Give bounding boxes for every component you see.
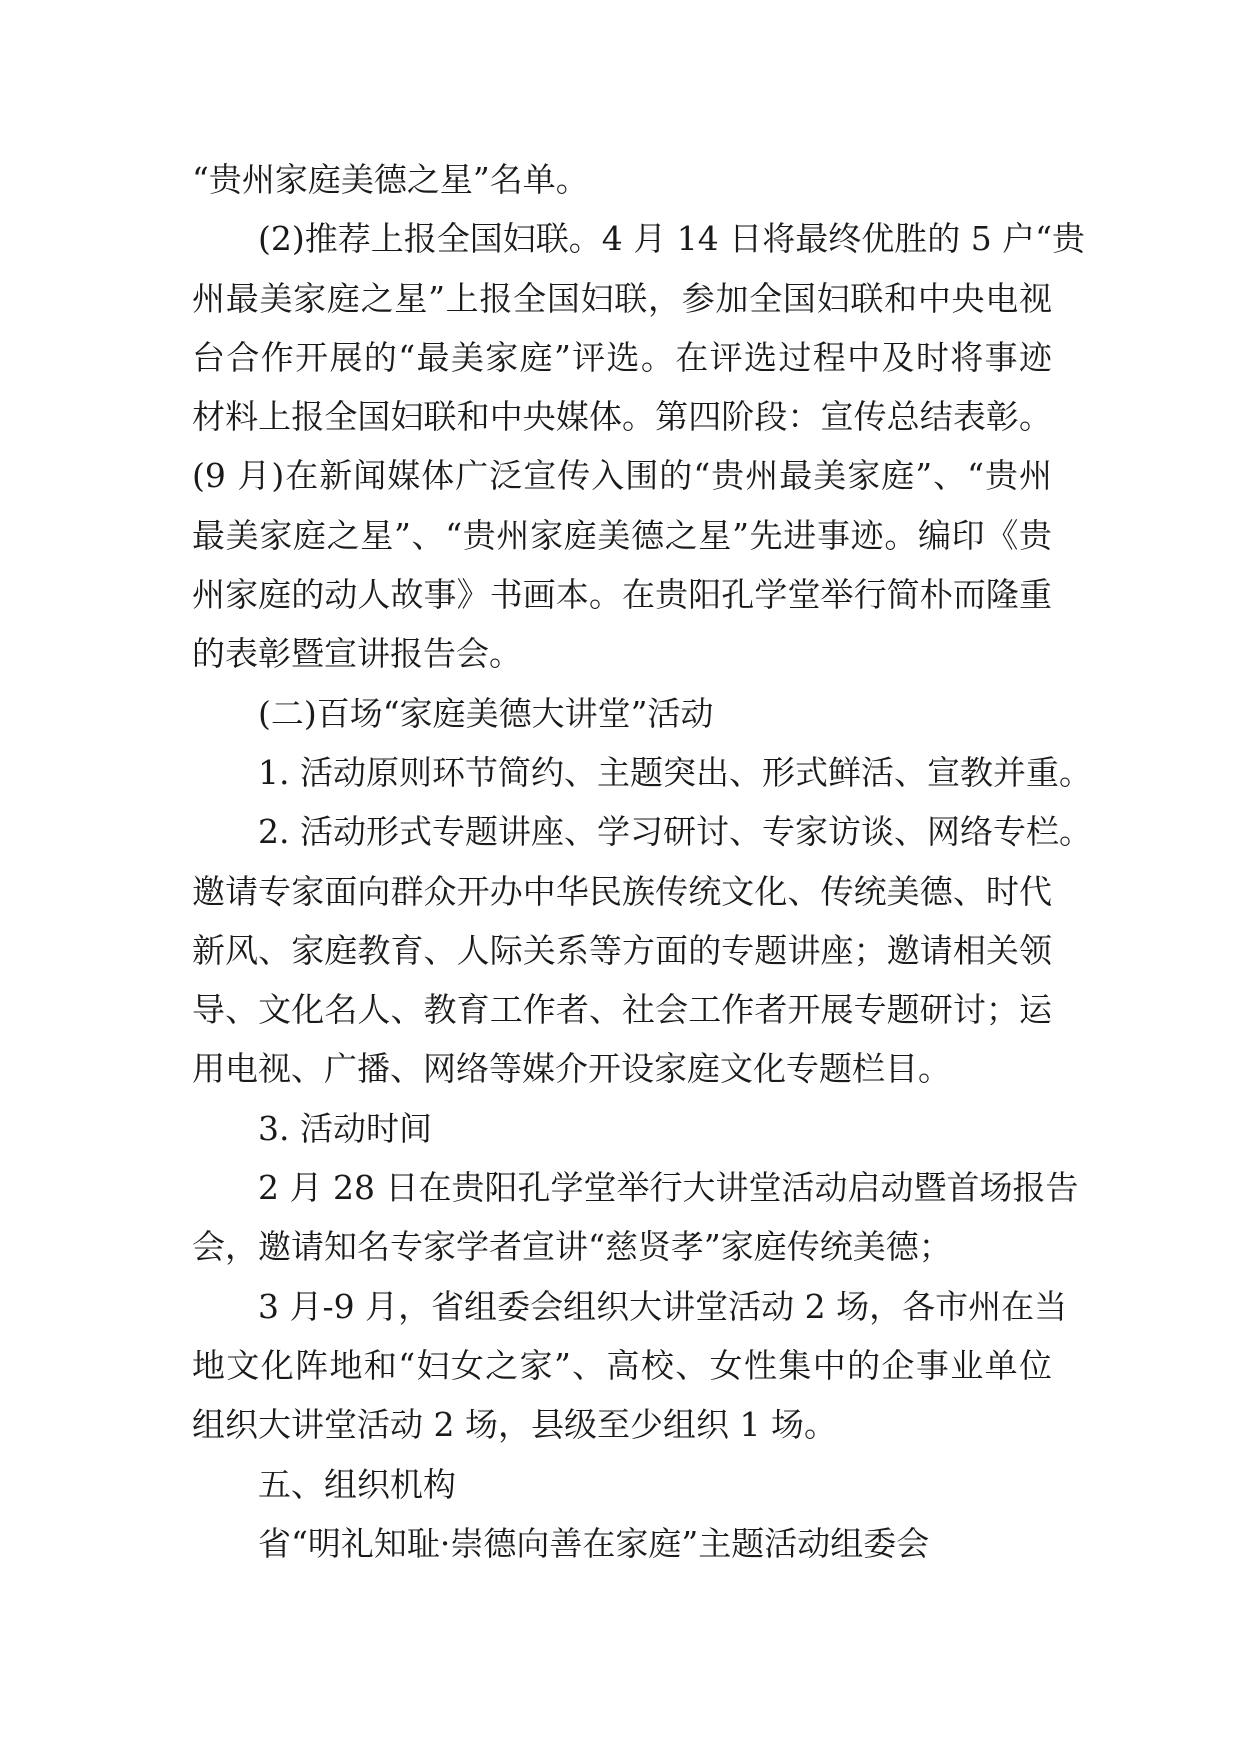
- text-line: 的表彰暨宣讲报告会。: [192, 634, 522, 674]
- text-line: 州最美家庭之星”上报全国妇联，参加全国妇联和中央电视: [192, 278, 1052, 318]
- list-item: 1. 活动原则环节简约、主题突出、形式鲜活、宣教并重。: [258, 752, 1092, 792]
- text-line: 邀请专家面向群众开办中华民族传统文化、传统美德、时代: [192, 871, 1052, 911]
- text-line: 省“明礼知耻·崇德向善在家庭”主题活动组委会: [258, 1523, 930, 1563]
- text-line: 用电视、广播、网络等媒介开设家庭文化专题栏目。: [192, 1049, 951, 1089]
- text-line: 组织大讲堂活动 2 场，县级至少组织 1 场。: [192, 1405, 837, 1445]
- text-line: 2 月 28 日在贵阳孔学堂举行大讲堂活动启动暨首场报告: [258, 1168, 1079, 1208]
- section-heading: (二)百场“家庭美德大讲堂”活动: [258, 693, 714, 733]
- list-item: 2. 活动形式专题讲座、学习研讨、专家访谈、网络专栏。: [258, 812, 1092, 852]
- text-line: 3 月-9 月，省组委会组织大讲堂活动 2 场，各市州在当: [258, 1286, 1068, 1326]
- text-line: 州家庭的动人故事》书画本。在贵阳孔学堂举行简朴而隆重: [192, 575, 1052, 615]
- body-text: [192, 150, 1092, 1573]
- text-line: 新风、家庭教育、人际关系等方面的专题讲座；邀请相关领: [192, 930, 1052, 970]
- text-line: 地文化阵地和“妇女之家”、高校、女性集中的企事业单位: [192, 1345, 1052, 1385]
- text-line: 材料上报全国妇联和中央媒体。第四阶段：宣传总结表彰。: [192, 397, 1052, 437]
- text-line: (2)推荐上报全国妇联。4 月 14 日将最终优胜的 5 户“贵: [258, 219, 1086, 259]
- text-line: 台合作开展的“最美家庭”评选。在评选过程中及时将事迹: [192, 337, 1052, 377]
- text-line: “贵州家庭美德之星”名单。: [192, 160, 589, 199]
- text-line: 最美家庭之星”、“贵州家庭美德之星”先进事迹。编印《贵: [192, 515, 1052, 555]
- text-line: 导、文化名人、教育工作者、社会工作者开展专题研讨；运: [192, 990, 1052, 1030]
- list-item: 3. 活动时间: [258, 1108, 432, 1148]
- text-line: 会，邀请知名专家学者宣讲“慈贤孝”家庭传统美德；: [192, 1227, 952, 1267]
- section-heading: 五、组织机构: [258, 1464, 456, 1504]
- text-line: (9 月)在新闻媒体广泛宣传入围的“贵州最美家庭”、“贵州: [192, 456, 1052, 496]
